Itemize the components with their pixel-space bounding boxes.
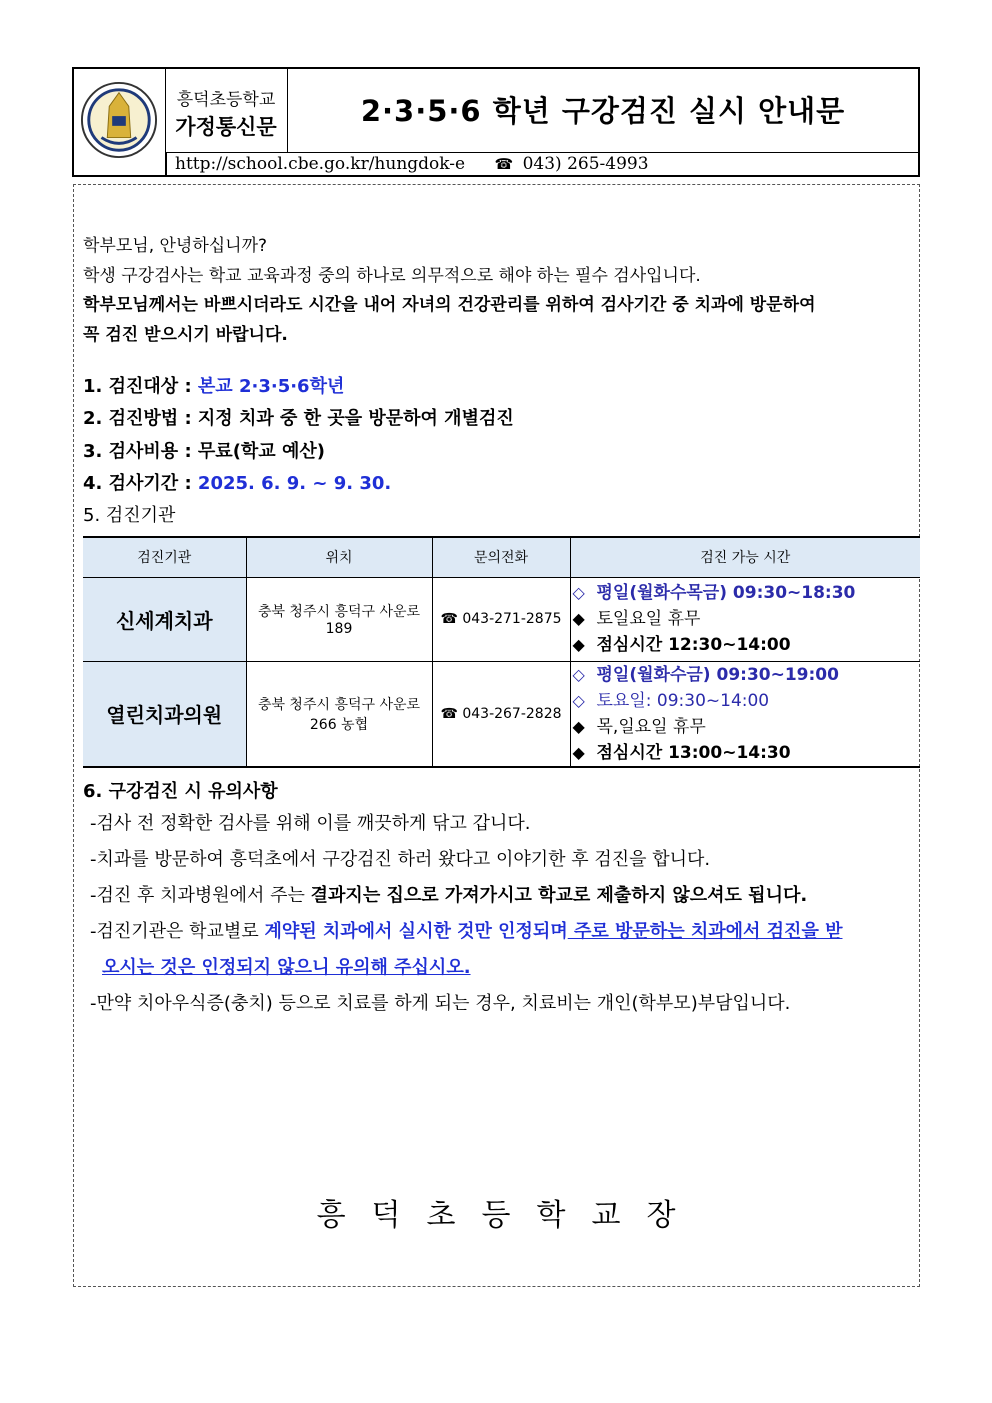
school-logo-icon — [80, 81, 158, 159]
table-row — [83, 661, 920, 767]
item-cost — [83, 437, 325, 463]
clinic-phone-number: 043-267-2828 — [462, 705, 562, 722]
note-5: -만약 치아우식증(충치) 등으로 치료를 하게 되는 경우, 치료비는 개인(학부모)부담입니다. — [90, 993, 791, 1014]
diamond-filled-icon: ◆ — [572, 635, 585, 654]
header-hours: 검진 가능 시간 — [570, 537, 920, 577]
table-row — [83, 577, 920, 661]
clinic-hours — [570, 661, 920, 767]
phone-icon: ☎ — [440, 611, 463, 627]
note-1: -검사 전 정확한 검사를 위해 이를 깨끗하게 닦고 갑니다. — [90, 813, 531, 834]
diamond-filled-icon: ◆ — [572, 742, 585, 762]
item-period-value: 2025. 6. 9. ~ 9. 30. — [197, 473, 392, 494]
greeting: 학부모님, 안녕하십니까? — [83, 236, 268, 256]
school-url[interactable]: http://school.cbe.go.kr/hungdok-e — [175, 154, 466, 174]
intro-line-2: 학부모님께서는 바쁘시더라도 시간을 내어 자녀의 건강관리를 위하여 검사기간 중 치과에 방문하여 — [83, 295, 816, 315]
item-period-label: 4. 검사기간 : — [83, 473, 198, 494]
clinic-table — [83, 536, 920, 768]
item-cost-value: 무료(학교 예산) — [197, 441, 325, 462]
item-cost-label: 3. 검사비용 : — [83, 441, 198, 462]
principal-signature: 흥덕초등학교장 — [316, 1198, 702, 1233]
hours-line: ◇ 토요일: 09:30~14:00 — [573, 688, 921, 714]
clinic-hours — [570, 577, 920, 661]
newsletter-header — [72, 67, 920, 177]
contact-bar — [166, 153, 918, 175]
note-4: -검진기관은 학교별로 계약된 치과에서 실시한 것만 인정되며 주로 방문하는 치과에서 검진을 받 — [90, 921, 843, 942]
header-org: 검진기관 — [83, 537, 246, 577]
header-location: 위치 — [246, 537, 432, 577]
diamond-filled-icon: ◆ — [572, 609, 585, 628]
diamond-filled-icon: ◆ — [572, 716, 585, 736]
clinic-phone — [432, 661, 570, 767]
diamond-outline-icon: ◇ — [572, 690, 585, 710]
hours-line: ◇ 평일(월화수금) 09:30~19:00 — [573, 662, 921, 688]
item-target-value: 본교 2·3·5·6학년 — [197, 376, 345, 397]
table-header-row — [83, 537, 920, 577]
clinic-location: 충북 청주시 흥덕구 사운로 189 — [246, 577, 432, 661]
phone-icon: ☎ — [440, 705, 463, 722]
hours-line: ◆ 점심시간 13:00~14:30 — [573, 740, 921, 766]
school-name: 흥덕초등학교 — [176, 90, 276, 110]
diamond-outline-icon: ◇ — [572, 583, 585, 602]
note-2: -치과를 방문하여 흥덕초에서 구강검진 하러 왔다고 이야기한 후 검진을 합니다. — [90, 849, 711, 870]
page-title: 2·3·5·6 학년 구강검진 실시 안내문 — [288, 69, 918, 153]
clinic-phone-number: 043-271-2875 — [462, 611, 562, 627]
hours-line: ◆ 토일요일 휴무 — [573, 606, 921, 632]
clinic-name: 열린치과의원 — [83, 661, 246, 767]
school-phone: 043) 265-4993 — [522, 154, 649, 174]
note-3: -검진 후 치과병원에서 주는 결과지는 집으로 가져가시고 학교로 제출하지 않으셔도 됩니다. — [90, 885, 808, 906]
hours-line: ◆ 목,일요일 휴무 — [573, 714, 921, 740]
header-phone: 문의전화 — [432, 537, 570, 577]
item-target — [83, 372, 344, 398]
school-name-cell — [166, 69, 288, 153]
clinic-name: 신세계치과 — [83, 577, 246, 661]
clinic-location: 충북 청주시 흥덕구 사운로 266 농협 — [246, 661, 432, 767]
item-org-heading: 5. 검진기관 — [83, 505, 176, 526]
hours-line: ◇ 평일(월화수목금) 09:30~18:30 — [573, 580, 921, 606]
newsletter-label: 가정통신문 — [175, 115, 277, 139]
note-4-continued: 오시는 것은 인정되지 않으니 유의해 주십시오. — [102, 957, 471, 978]
intro-line-1: 학생 구강검사는 학교 교육과정 중의 하나로 의무적으로 해야 하는 필수 검사입니다. — [83, 266, 701, 286]
item-method-value: 지정 치과 중 한 곳을 방문하여 개별검진 — [197, 408, 514, 429]
clinic-phone — [432, 577, 570, 661]
intro-line-3: 꼭 검진 받으시기 바랍니다. — [83, 325, 288, 345]
item-method-label: 2. 검진방법 : — [83, 408, 198, 429]
diamond-outline-icon: ◇ — [572, 664, 585, 684]
item-target-label: 1. 검진대상 : — [83, 376, 198, 397]
logo-cell — [74, 69, 166, 175]
hours-line: ◆ 점심시간 12:30~14:00 — [573, 632, 921, 658]
notes-heading: 6. 구강검진 시 유의사항 — [83, 781, 278, 802]
phone-icon: ☎ — [494, 155, 514, 173]
item-period — [83, 469, 391, 495]
item-method — [83, 404, 514, 430]
